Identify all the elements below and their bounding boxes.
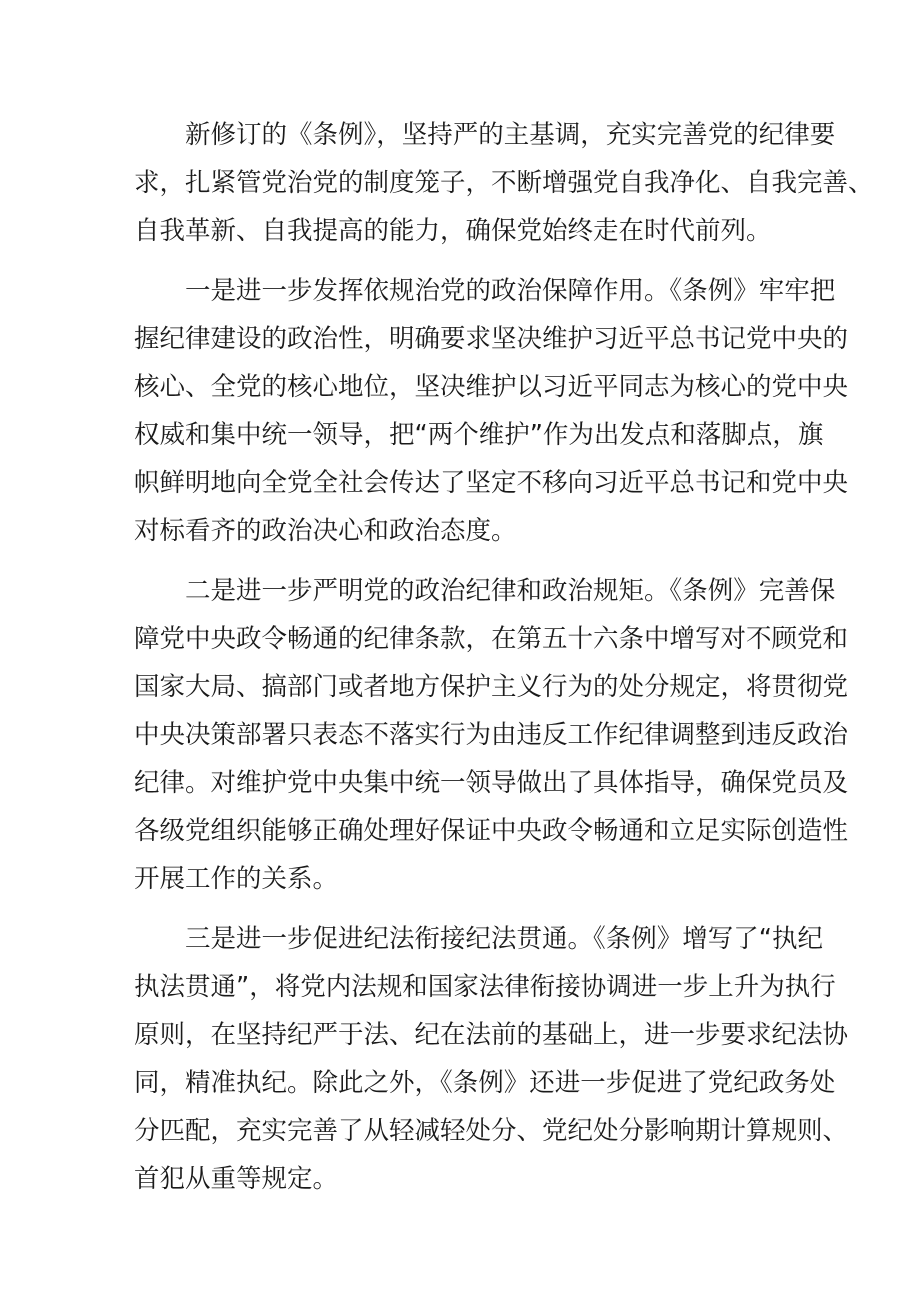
paragraph-line: 国家大局、搞部门或者地方保护主义行为的处分规定，将贯彻党	[134, 672, 849, 702]
paragraph-line: 帜鲜明地向全党全社会传达了坚定不移向习近平总书记和党中央	[134, 468, 849, 498]
paragraph-line: 执法贯通”，将党内法规和国家法律衔接协调进一步上升为执行	[134, 972, 836, 1002]
paragraph-line: 首犯从重等规定。	[134, 1164, 339, 1194]
paragraph-line: 一是进一步发挥依规治党的政治保障作用。《条例》牢牢把	[185, 276, 836, 306]
paragraph-line: 分匹配，充实完善了从轻减轻处分、党纪处分影响期计算规则、	[134, 1116, 849, 1146]
paragraph-line: 同，精准执纪。除此之外，《条例》还进一步促进了党纪政务处	[134, 1068, 836, 1098]
paragraph-line: 纪律。对维护党中央集中统一领导做出了具体指导，确保党员及	[134, 768, 849, 798]
paragraph-line: 障党中央政令畅通的纪律条款，在第五十六条中增写对不顾党和	[134, 624, 849, 654]
paragraph-line: 原则，在坚持纪严于法、纪在法前的基础上，进一步要求纪法协	[134, 1020, 849, 1050]
document-body	[134, 111, 874, 1215]
paragraph-line: 对标看齐的政治决心和政治态度。	[134, 516, 517, 546]
paragraph-line: 各级党组织能够正确处理好保证中央政令畅通和立足实际创造性	[134, 816, 849, 846]
paragraph-line: 三是进一步促进纪法衔接纪法贯通。《条例》增写了“执纪	[185, 924, 823, 954]
paragraph-point-one	[134, 267, 849, 555]
paragraph-point-two	[134, 567, 849, 903]
paragraph-line: 权威和集中统一领导，把“两个维护”作为出发点和落脚点，旗	[134, 420, 824, 450]
paragraph-intro	[134, 111, 874, 255]
paragraph-line: 二是进一步严明党的政治纪律和政治规矩。《条例》完善保	[185, 576, 836, 606]
paragraph-line: 中央决策部署只表态不落实行为由违反工作纪律调整到违反政治	[134, 720, 849, 750]
paragraph-line: 开展工作的关系。	[134, 864, 339, 894]
paragraph-line: 新修订的《条例》，坚持严的主基调，充实完善党的纪律要	[185, 120, 836, 150]
paragraph-point-three	[134, 915, 849, 1203]
paragraph-line: 核心、全党的核心地位，坚决维护以习近平同志为核心的党中央	[134, 372, 849, 402]
paragraph-line: 自我革新、自我提高的能力，确保党始终走在时代前列。	[134, 216, 772, 246]
paragraph-line: 握纪律建设的政治性，明确要求坚决维护习近平总书记党中央的	[134, 324, 849, 354]
paragraph-line: 求，扎紧管党治党的制度笼子，不断增强党自我净化、自我完善、	[134, 168, 874, 198]
